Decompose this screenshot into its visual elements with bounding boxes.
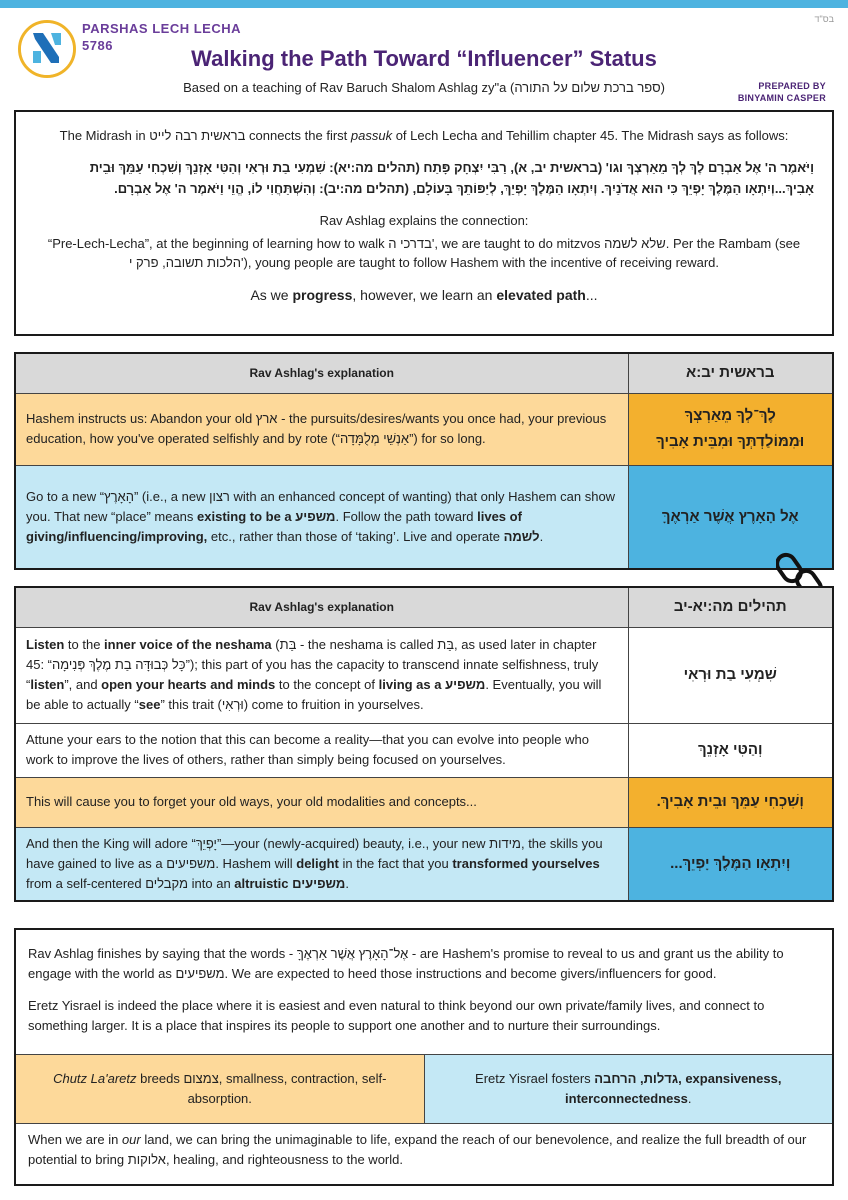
top-accent-bar — [0, 0, 848, 8]
explanation-cell: This will cause you to forget your old ways, your old modalities and concepts... — [15, 777, 628, 827]
closing-text: breeds — [136, 1071, 184, 1086]
source-line: אֶל הָאָרֶץ אֲשֶׁר אַרְאֶךָּ — [661, 507, 799, 525]
intro-text: The Midrash in — [59, 128, 150, 143]
cell-text: ) come to fruition in yourselves. — [243, 697, 424, 712]
cell-text: with an enhanced concept of wanting) that only Hashem can show you. That new “place” means — [26, 488, 616, 524]
source-line: וּמִמּוֹלַדְתְּךָ וּמִבֵּית אָבִיךָ — [656, 433, 805, 450]
cell-text: ” this trait ( — [160, 697, 222, 712]
cell-bold: listen — [30, 677, 65, 692]
intro-text: connects the first — [245, 128, 351, 143]
cell-bold: existing to be a — [197, 508, 296, 524]
cell-hebrew: וּרְאִי — [221, 697, 244, 712]
midrash-quote: וַיֹּאמֶר ה' אֶל אַבְרָם לֶךְ לְךָ מֵאַרְצְךָ וגו' (בראשית יב, א), רַבִּי יִצְחָק פָּתַח (תהלים מה:יא): שִׁמְעִי בַת וּרְאִי וְהַטִּי אָזְנֵךְ וְשִׁכְחִי עַמֵּךְ וּבֵית אָבִיךְ...וְיִתְאָו הַמֶּלֶךְ יָפְיֵךְ כִּי הוּא אֲדֹנַיִךְ. וְיִתְאָו הַמֶּלֶךְ יָפְיֵךְ, לְיַפּוֹתֵךְ בָּעוֹלָם, (תהלים מה:יב): וְהִשְׁתַּחֲוִי לוֹ, הֱוֵי וַיֹּאמֶר ה' אֶל אַבְרָם. — [89, 160, 814, 196]
table-row — [15, 777, 833, 827]
explanation-cell — [15, 827, 628, 901]
cell-hebrew: בַּת — [437, 637, 455, 652]
source-line: וְהַטִּי אָזְנֵךְ — [698, 741, 763, 758]
intro-text: “Pre-Lech-Lecha”, at the beginning of learning how to walk — [47, 236, 389, 251]
page-title: Walking the Path Toward “Influencer” Status — [191, 46, 657, 71]
cell-hebrew: בַּת — [279, 637, 297, 652]
closing-italic: our — [121, 1132, 141, 1147]
subtitle-english: Based on a teaching of Rav Baruch Shalom Ashlag zy"a — [183, 80, 507, 95]
cell-text: . Eventually, you will be able to actually “ — [26, 677, 602, 712]
closing-text: , smallness, contraction, self-absorption. — [187, 1071, 387, 1106]
cell-hebrew: מידות — [489, 835, 521, 851]
closing-text: - are Hashem's promise to reveal to us and grant us the ability to engage with the world as — [28, 946, 784, 981]
cell-text: . — [539, 528, 544, 544]
closing-italic: Chutz La'aretz — [53, 1071, 137, 1086]
intro-bold: progress — [292, 287, 353, 303]
table-header-source: בראשית יב:א — [628, 353, 833, 393]
chutz-laaretz-cell — [16, 1055, 425, 1123]
closing-box — [14, 928, 834, 1186]
cell-bold: Listen — [26, 637, 65, 652]
intro-hebrew: שלא לשמה — [604, 236, 666, 251]
cell-text: in the fact that you — [338, 855, 453, 871]
cell-text: ”) for so long. — [409, 431, 486, 446]
closing-text: , healing, and righteousness to the world. — [165, 1152, 403, 1167]
cell-text: . Follow the path toward — [335, 508, 478, 524]
closing-bold-hebrew: גדלות, הרחבה — [594, 1071, 679, 1086]
cell-hebrew: מקבלים — [145, 875, 189, 891]
comparison-row — [16, 1054, 832, 1124]
intro-text: ... — [585, 287, 598, 303]
closing-paragraph-3 — [16, 1130, 832, 1170]
subtitle-hebrew: (ספר ברכת שלום על התורה) — [510, 80, 665, 95]
intro-bold: elevated path — [496, 287, 586, 303]
tehillim-table — [14, 586, 834, 902]
cell-hebrew: אַנְשֵׁי מְלֻמָּדָה — [339, 431, 410, 446]
source-cell — [628, 393, 833, 465]
connection-line: Rav Ashlag explains the connection: — [319, 213, 529, 228]
cell-bold-hebrew: משפיעים — [292, 875, 346, 891]
cell-text: , the skills you have gained to live as a — [26, 835, 603, 871]
cell-hebrew: יָפְיֵךְ — [195, 835, 217, 851]
closing-text: Rav Ashlag finishes by saying that the words - — [28, 946, 297, 961]
cell-text: etc., rather than those of ‘taking’. Live and operate — [207, 528, 504, 544]
cell-text: Hashem instructs us: Abandon your old — [26, 411, 256, 426]
table-header-explanation: Rav Ashlag's explanation — [15, 587, 628, 627]
cell-hebrew: כָּל כְּבוּדָּה בַת מֶלֶךְ פְּנִימָה — [52, 657, 186, 672]
cell-text: ”—your (newly-acquired) beauty, i.e., your new — [216, 835, 490, 851]
closing-text: Eretz Yisrael fosters — [475, 1071, 595, 1086]
cell-hebrew: הָאָרֶץ — [104, 488, 134, 504]
cell-text: into an — [188, 875, 235, 891]
source-cell — [628, 723, 833, 777]
table-row — [15, 827, 833, 901]
bereishis-table — [14, 352, 834, 570]
cell-text: to the concept of — [275, 677, 379, 692]
table-row — [15, 465, 833, 569]
cell-text: from a self-centered — [26, 875, 146, 891]
closing-text: When we are in — [28, 1132, 122, 1147]
intro-text: of Lech Lecha and Tehillim chapter 45. The Midrash says as follows: — [392, 128, 789, 143]
intro-paragraph-2 — [34, 234, 814, 272]
cell-bold: lives of giving/influencing/improving, — [26, 508, 522, 544]
source-line: שִׁמְעִי בַת וּרְאִי — [683, 666, 777, 683]
source-cell — [628, 827, 833, 901]
intro-text: , we are taught to do mitzvos — [434, 236, 605, 251]
cell-text: to the — [64, 637, 105, 652]
source-line: וְשִׁכְחִי עַמֵּךְ וּבֵית אָבִיךְ. — [656, 793, 804, 810]
cell-text: And then the King will adore “ — [26, 835, 196, 851]
closing-text: land, we can bring the unimaginable to life, expand the reach of our benevolence, and realize the full breadth of our potential to bring — [28, 1132, 807, 1167]
prepared-by — [738, 80, 826, 104]
prepared-by-label: PREPARED BY — [758, 81, 826, 91]
table-header-row — [15, 353, 833, 393]
intro-paragraph-3 — [34, 286, 814, 305]
source-cell — [628, 777, 833, 827]
table-header-explanation: Rav Ashlag's explanation — [15, 353, 628, 393]
intro-text: . Per the Rambam (see — [665, 236, 801, 251]
cell-text: Go to a new “ — [26, 488, 105, 504]
cell-bold-hebrew: לשמה — [503, 528, 540, 544]
cell-hebrew: ארץ — [255, 411, 278, 426]
cell-bold: inner voice of the neshama — [104, 637, 272, 652]
cell-hebrew: משפיעים — [166, 855, 216, 871]
closing-paragraph-2: Eretz Yisrael is indeed the place where it is easiest and even natural to think beyond our own private/family lives, and connect to something larger. It is a place that inspires its people to support one another and to nurture their surroundings. — [28, 998, 765, 1033]
explanation-cell — [15, 465, 628, 569]
cell-text: ”, and — [64, 677, 102, 692]
explanation-cell — [15, 627, 628, 723]
table-header-source: תהילים מה:יא-יב — [628, 587, 833, 627]
closing-text: . We are expected to heed those instructions and become givers/influencers for good. — [224, 966, 717, 981]
closing-hebrew: משפיעים — [175, 966, 225, 981]
intro-box — [14, 110, 834, 336]
intro-hebrew: בדרכי ה' — [388, 236, 435, 251]
closing-hebrew: אֶל־הָאָרֶץ אֲשֶׁר אַרְאֶךָּ — [296, 946, 409, 961]
source-cell — [628, 627, 833, 723]
intro-hebrew: הלכות תשובה, פרק י' — [129, 255, 244, 270]
cell-bold: transformed yourselves — [452, 855, 600, 871]
cell-text: ( — [271, 637, 280, 652]
cell-bold: altruistic — [234, 875, 293, 891]
parsha-year: 5786 — [82, 38, 113, 53]
cell-bold-hebrew: משפיע — [295, 508, 336, 524]
closing-hebrew: צמצום — [183, 1071, 219, 1086]
closing-bold: , — [678, 1071, 686, 1086]
cell-text: ” (i.e., a new — [133, 488, 210, 504]
table-row — [15, 723, 833, 777]
explanation-cell: Attune your ears to the notion that this can become a reality—that you can evolve into people who work to improve the lives of others, rather than simply being focused on yourselves. — [15, 723, 628, 777]
intro-text: , however, we learn an — [352, 287, 497, 303]
table-row — [15, 393, 833, 465]
cell-bold: delight — [296, 855, 339, 871]
prepared-by-author: BINYAMIN CASPER — [737, 93, 826, 103]
page-subtitle — [0, 80, 848, 95]
cell-bold: see — [138, 697, 161, 712]
cell-bold: open your hearts and minds — [101, 677, 276, 692]
source-line: לֶךְ־לְךָ מֵאַרְצְךָ — [684, 407, 776, 424]
table-row — [15, 627, 833, 723]
cell-bold-hebrew: משפיע — [445, 677, 486, 692]
intro-text: ), young people are taught to follow Hashem with the incentive of receiving reward. — [243, 255, 719, 270]
eretz-yisrael-cell — [425, 1055, 833, 1123]
intro-hebrew: בראשית רבה לייט — [149, 128, 246, 143]
cell-text: ”); this part of you has the capacity to transcend innate selfishness, truly “ — [26, 657, 599, 692]
closing-text: . — [687, 1091, 692, 1106]
cell-text: . — [345, 875, 349, 891]
closing-paragraph-1 — [16, 930, 832, 984]
cell-text: . Hashem will — [215, 855, 297, 871]
parsha-name: PARSHAS LECH LECHA — [82, 21, 241, 36]
cell-text: - the pursuits/desires/wants you once had, your previous education, how you've operated selfishly and by rote (“ — [26, 411, 607, 446]
closing-hebrew: אלוקות — [127, 1152, 166, 1167]
bsd-mark: בס"ד — [814, 14, 834, 24]
source-line: וְיִתְאָו הַמֶּלֶךְ יָפְיֵךְ... — [670, 854, 791, 872]
intro-text: As we — [250, 287, 293, 303]
cell-bold: living as a — [378, 677, 446, 692]
table-header-row — [15, 587, 833, 627]
cell-hebrew: רצון — [209, 488, 230, 504]
cell-text: - the neshama is called — [296, 637, 438, 652]
intro-italic: passuk — [350, 128, 393, 143]
cell-text: , as used later in chapter 45: “ — [26, 637, 597, 672]
intro-line1 — [34, 126, 814, 145]
closing-bold: expansiveness, interconnectedness — [565, 1071, 782, 1106]
explanation-cell — [15, 393, 628, 465]
